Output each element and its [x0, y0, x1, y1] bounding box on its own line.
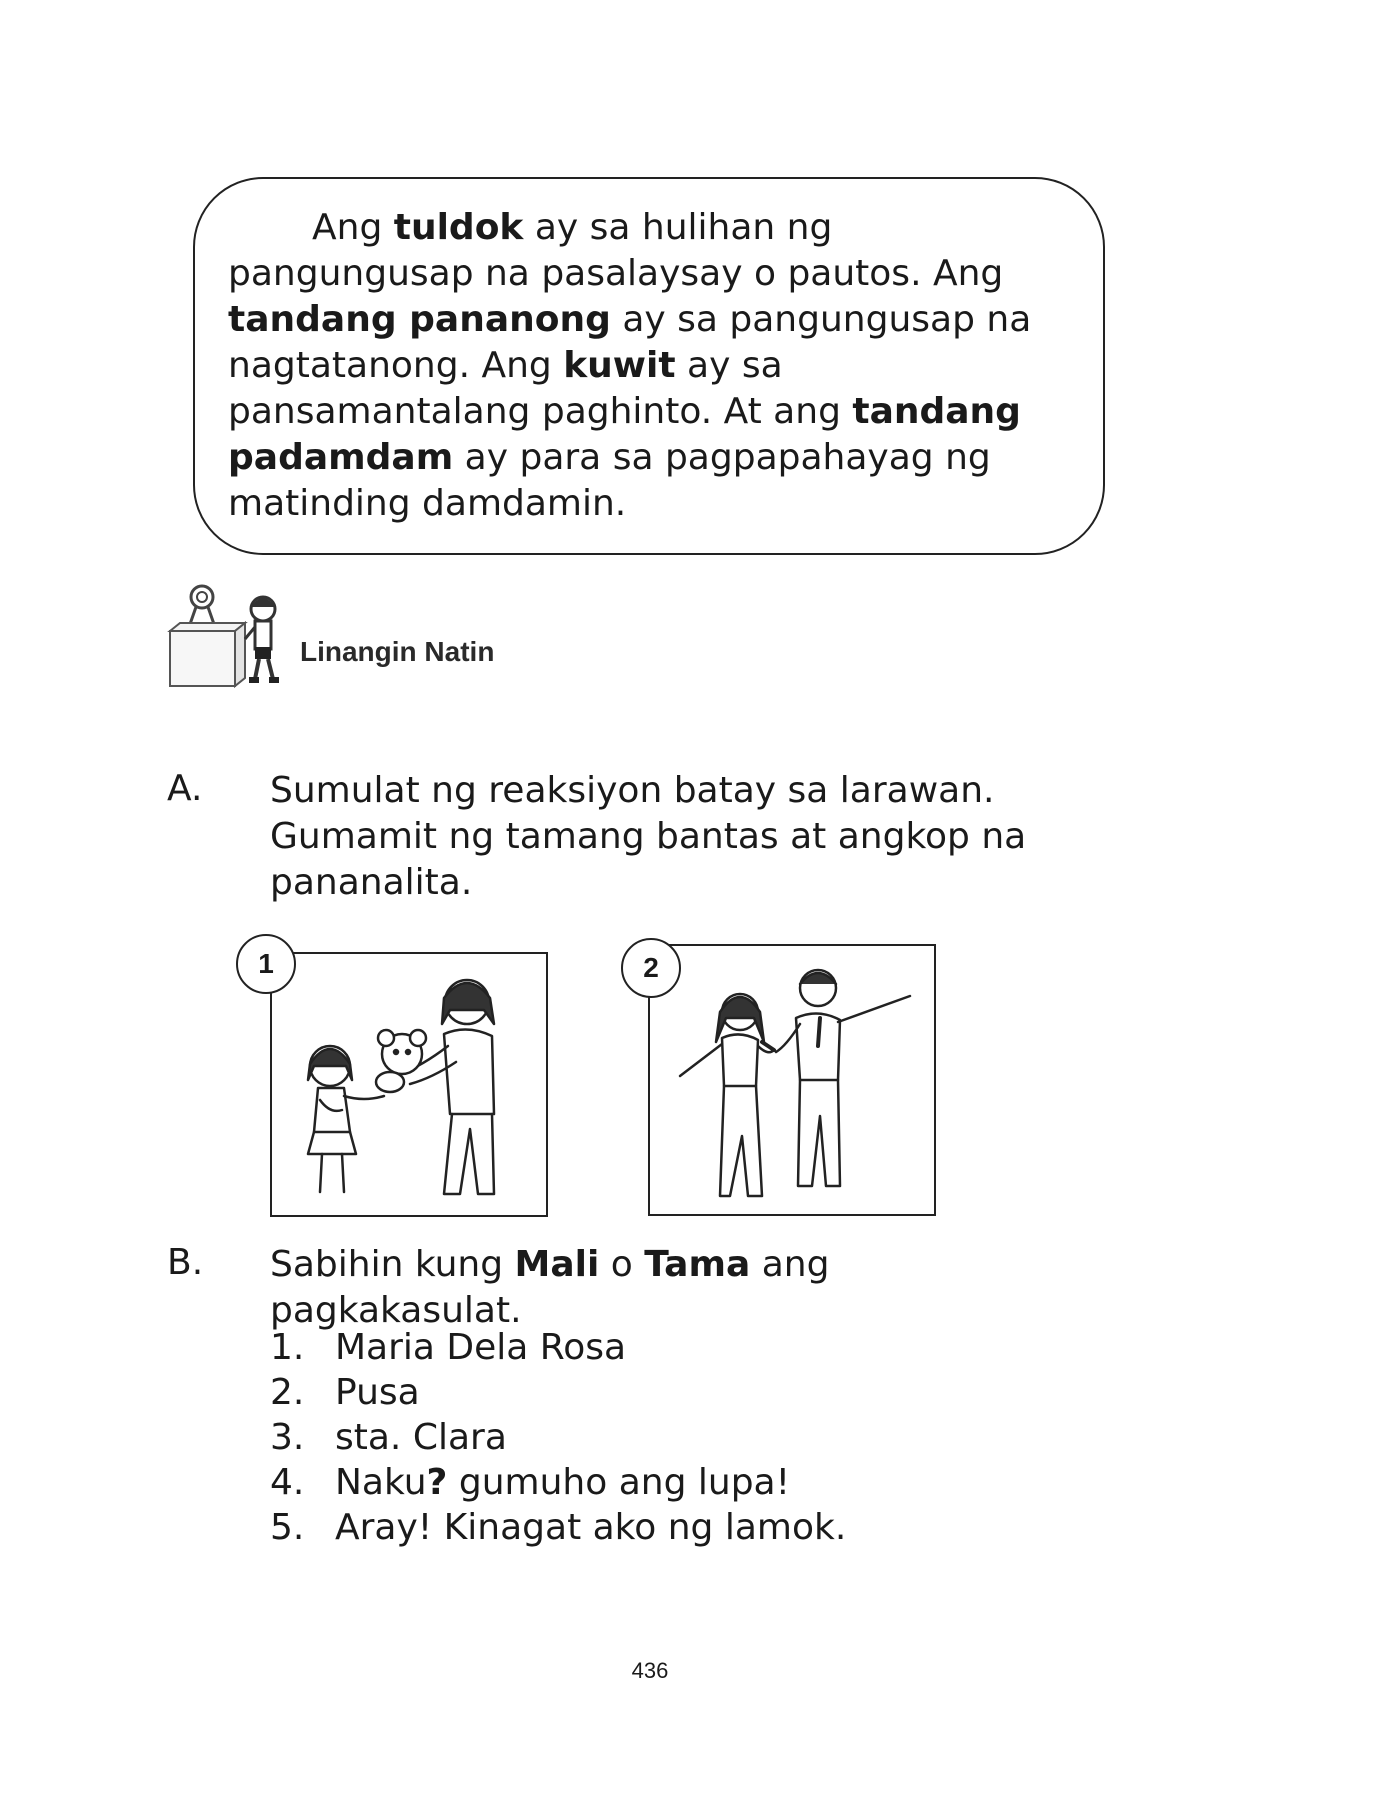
picture-2-number: 2 — [621, 938, 681, 998]
note-text-segment-4: ay sa pangungusap na nagtatanong. Ang — [228, 299, 1032, 386]
list-item-text — [335, 1505, 846, 1550]
item-5-segment-0: Aray! Kinagat ako ng lamok. — [335, 1507, 847, 1548]
section-b-instruction-segment-1: Mali — [514, 1244, 600, 1285]
list-item — [270, 1505, 846, 1550]
note-box-text — [228, 205, 1068, 527]
note-text-segment-8: ay para sa pagpapahayag ng matinding damdamin. — [228, 437, 991, 524]
list-item — [270, 1415, 846, 1460]
list-item-number: 1. — [270, 1327, 305, 1368]
section-a-letter: A. — [167, 768, 203, 809]
section-a-instruction: Sumulat ng reaksiyon batay sa larawan. Gumamit ng tamang bantas at angkop na pananalita. — [270, 770, 1027, 903]
picture-1-number: 1 — [236, 934, 296, 994]
note-text-segment-0: Ang — [312, 207, 394, 248]
list-item — [270, 1325, 846, 1370]
item-2-segment-0: Pusa — [335, 1372, 420, 1413]
list-item-number: 2. — [270, 1372, 305, 1413]
list-item-number: 5. — [270, 1507, 305, 1548]
note-text-segment-2: ay sa hulihan ng pangungusap na pasalaysay o pautos. Ang — [228, 207, 1004, 294]
section-b-instruction-segment-3: Tama — [644, 1244, 751, 1285]
note-text-segment-1: tuldok — [393, 207, 524, 248]
section-b-instruction-segment-0: Sabihin kung — [270, 1244, 515, 1285]
girl-receiving-teddy-bear-illustration — [272, 954, 546, 1215]
item-4-segment-0: Naku — [335, 1462, 427, 1503]
section-b-instruction — [270, 1242, 1090, 1334]
section-b-instruction-segment-2: o — [599, 1244, 645, 1285]
page-number: 436 — [631, 1658, 669, 1683]
note-text-segment-5: kuwit — [563, 345, 676, 386]
list-item-number: 3. — [270, 1417, 305, 1458]
item-list — [270, 1325, 846, 1550]
list-item — [270, 1370, 846, 1415]
item-3-segment-0: sta. Clara — [335, 1417, 507, 1458]
list-item-text — [335, 1370, 420, 1415]
podium-kid-icon — [165, 583, 295, 693]
note-text-segment-6: ay sa pansamantalang paghinto. At ang — [228, 345, 853, 432]
note-text-segment-7: tandang padamdam — [228, 391, 1021, 478]
section-b-instruction-segment-4: ang pagkakasulat. — [270, 1244, 830, 1331]
couple-singing-with-microphones-illustration — [650, 946, 934, 1214]
list-item-text — [335, 1325, 626, 1370]
list-item-text — [335, 1460, 790, 1505]
section-b-letter: B. — [167, 1242, 204, 1283]
note-text-segment-3: tandang pananong — [228, 299, 611, 340]
picture-panel-2 — [648, 944, 936, 1216]
picture-panel-1 — [270, 952, 548, 1217]
item-4-segment-1: ? — [426, 1462, 448, 1503]
section-heading: Linangin Natin — [300, 636, 495, 667]
item-4-segment-2: gumuho ang lupa! — [447, 1462, 791, 1503]
list-item — [270, 1460, 846, 1505]
list-item-text — [335, 1415, 507, 1460]
list-item-number: 4. — [270, 1462, 305, 1503]
item-1-segment-0: Maria Dela Rosa — [335, 1327, 627, 1368]
